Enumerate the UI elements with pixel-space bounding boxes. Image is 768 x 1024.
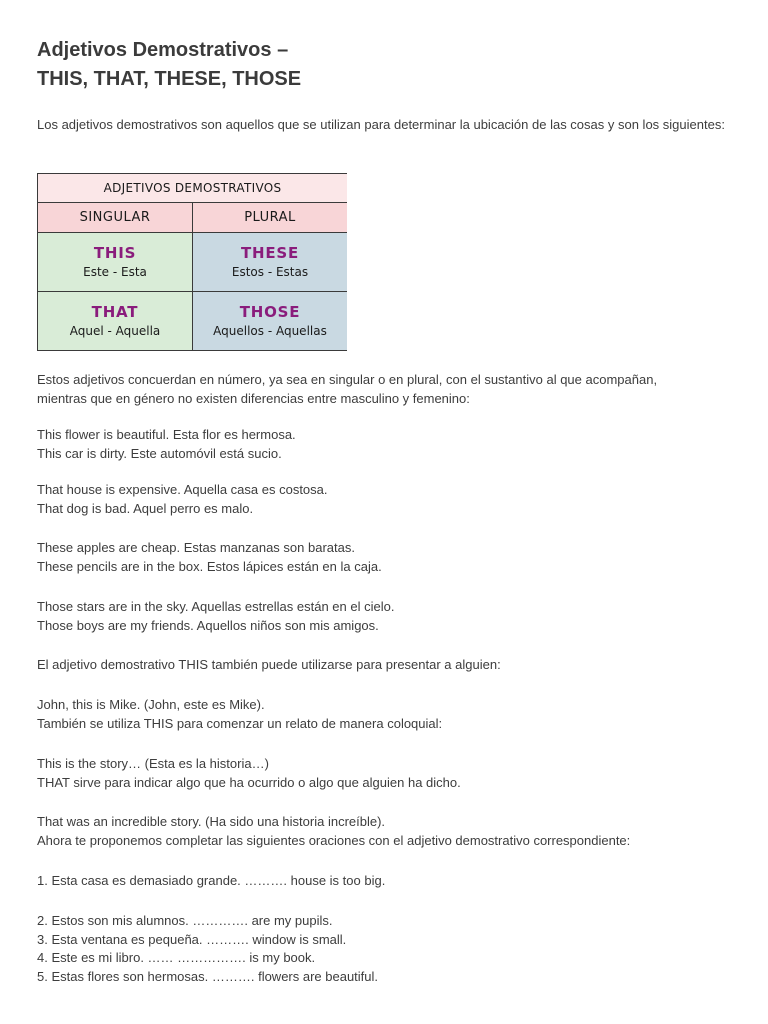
text-line: These pencils are in the box. Estos lápices están en la caja. [37,558,382,574]
cell-those [193,292,348,351]
text-line: These apples are cheap. Estas manzanas son baratas. [37,540,355,555]
text-line: También se utiliza THIS para comenzar un relato de manera coloquial: [37,715,443,731]
text-line: Those stars are in the sky. Aquellas estrellas están en el cielo. [37,599,395,614]
text-line: Estos adjetivos concuerdan en número, ya sea en singular o en plural, con el sustantivo al que acompañan, [37,372,658,387]
paragraph-these-examples [37,539,737,576]
text-line: 1. Esta casa es demasiado grande. ………. house is too big. [37,873,386,888]
paragraph-john-mike [37,696,737,733]
text-line: This car is dirty. Este automóvil está sucio. [37,445,282,461]
translation-these: Estos - Estas [231,265,309,279]
word-these: THESE [240,244,300,262]
paragraph-this-introduce [37,656,737,675]
text-line: That dog is bad. Aquel perro es malo. [37,500,254,516]
word-that: THAT [91,303,139,321]
page-title [37,36,737,94]
title-line-2: THIS, THAT, THESE, THOSE [37,68,302,90]
document-page [37,36,737,984]
table-header: ADJETIVOS DEMOSTRATIVOS [38,174,348,203]
cell-this [38,233,193,292]
text-line: mientras que en género no existen diferencias entre masculino y femenino: [37,390,470,406]
text-line: That was an incredible story. (Ha sido una historia increíble). [37,814,386,829]
title-line-1: Adjetivos Demostrativos – [37,39,289,61]
paragraph-this-examples [37,426,737,463]
text-line: THAT sirve para indicar algo que ha ocurrido o algo que alguien ha dicho. [37,774,461,790]
text-line: This is the story… (Esta es la historia…) [37,756,269,771]
text-line: 2. Estos son mis alumnos. …………. are my pupils. [37,913,333,928]
word-this: THIS [93,244,137,262]
translation-those: Aquellos - Aquellas [213,324,327,338]
text-line: John, this is Mike. (John, este es Mike). [37,697,265,712]
text-line: That house is expensive. Aquella casa es costosa. [37,482,328,497]
table-row [38,233,348,292]
paragraph-story [37,755,737,792]
paragraph-that-examples [37,481,737,518]
text-line: El adjetivo demostrativo THIS también puede utilizarse para presentar a alguien: [37,657,501,672]
translation-this: Este - Esta [83,265,147,279]
exercise-items-2-5 [37,912,737,986]
word-those: THOSE [239,303,301,321]
paragraph-incredible-story [37,813,737,850]
column-header-singular: SINGULAR [38,203,193,233]
paragraph-those-examples [37,598,737,635]
demonstrative-adjectives-table [37,173,347,351]
column-header-plural: PLURAL [193,203,348,233]
intro-paragraph: Los adjetivos demostrativos son aquellos que se utilizan para determinar la ubicación de las cosas y son los siguientes: [37,117,725,132]
translation-that: Aquel - Aquella [69,324,161,338]
table-row [38,292,348,351]
text-line: Ahora te proponemos completar las siguientes oraciones con el adjetivo demostrativo correspondiente: [37,832,631,848]
text-line: This flower is beautiful. Esta flor es hermosa. [37,427,296,442]
paragraph-agreement [37,371,737,408]
text-line: 3. Esta ventana es pequeña. ………. window is small. [37,931,347,947]
exercise-item-1 [37,872,737,891]
cell-that [38,292,193,351]
text-line: 4. Este es mi libro. …… ……………. is my book. [37,950,316,965]
cell-these [193,233,348,292]
text-line: Those boys are my friends. Aquellos niños son mis amigos. [37,617,379,633]
text-line: 5. Estas flores son hermosas. ………. flowers are beautiful. [37,968,379,984]
